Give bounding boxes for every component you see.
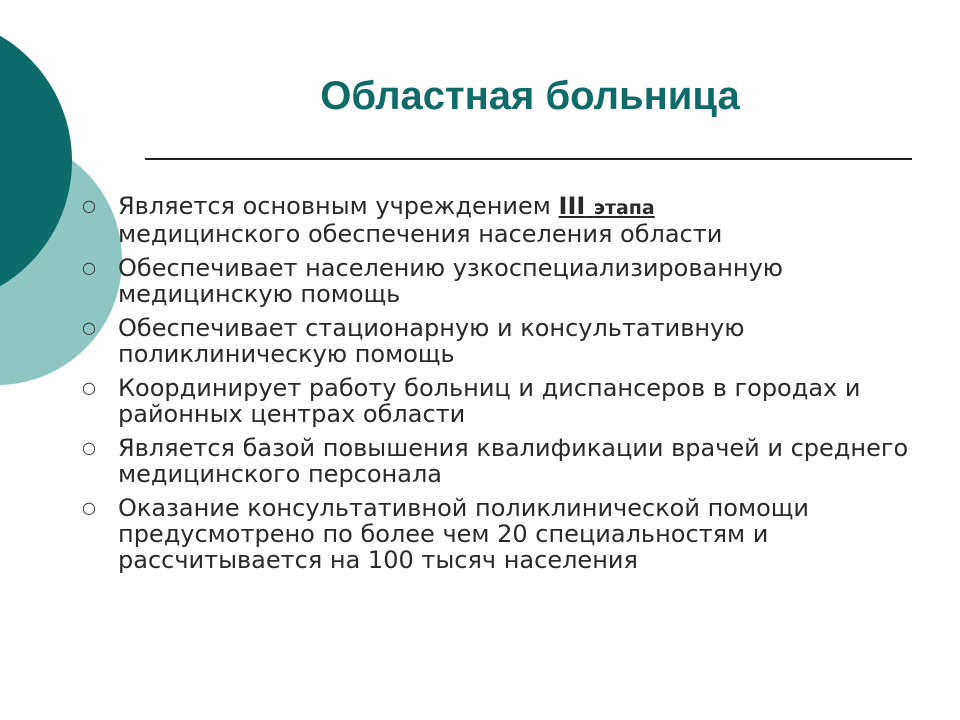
emphasis-word: этапа: [593, 197, 655, 219]
bullet-text-suffix: медицинского обеспечения населения области: [118, 220, 723, 248]
bullet-text: Оказание консультативной поликлинической помощи предусмотрено по более чем 20 специальностям и рассчитывается на 100 тысяч населения: [118, 494, 809, 574]
bullet-text: Обеспечивает стационарную и консультативную поликлиническую помощь: [118, 314, 745, 368]
bullet-item: [82, 375, 922, 427]
bullet-text: Является базой повышения квалификации врачей и среднего медицинского персонала: [118, 434, 909, 488]
title-divider: [145, 158, 912, 160]
bullet-text-emphasis: [559, 192, 655, 220]
bullet-text: Обеспечивает населению узкоспециализированную медицинскую помощь: [118, 254, 783, 308]
bullet-item: [82, 193, 922, 247]
bullet-list: [82, 193, 922, 581]
circle-outline-icon: ○: [82, 438, 96, 457]
bullet-item: [82, 315, 922, 367]
bullet-item: [82, 495, 922, 573]
circle-outline-icon: ○: [82, 196, 96, 215]
bullet-text: Координирует работу больниц и диспансеров в городах и районных центрах области: [118, 374, 861, 428]
slide-title: Областная больница: [320, 74, 740, 118]
circle-outline-icon: ○: [82, 318, 96, 337]
circle-outline-icon: ○: [82, 378, 96, 397]
circle-outline-icon: ○: [82, 498, 96, 517]
bullet-text-prefix: Является основным учреждением: [118, 192, 559, 220]
bullet-item: [82, 255, 922, 307]
emphasis-roman-numeral: III: [558, 192, 586, 220]
circle-outline-icon: ○: [82, 258, 96, 277]
bullet-item: [82, 435, 922, 487]
